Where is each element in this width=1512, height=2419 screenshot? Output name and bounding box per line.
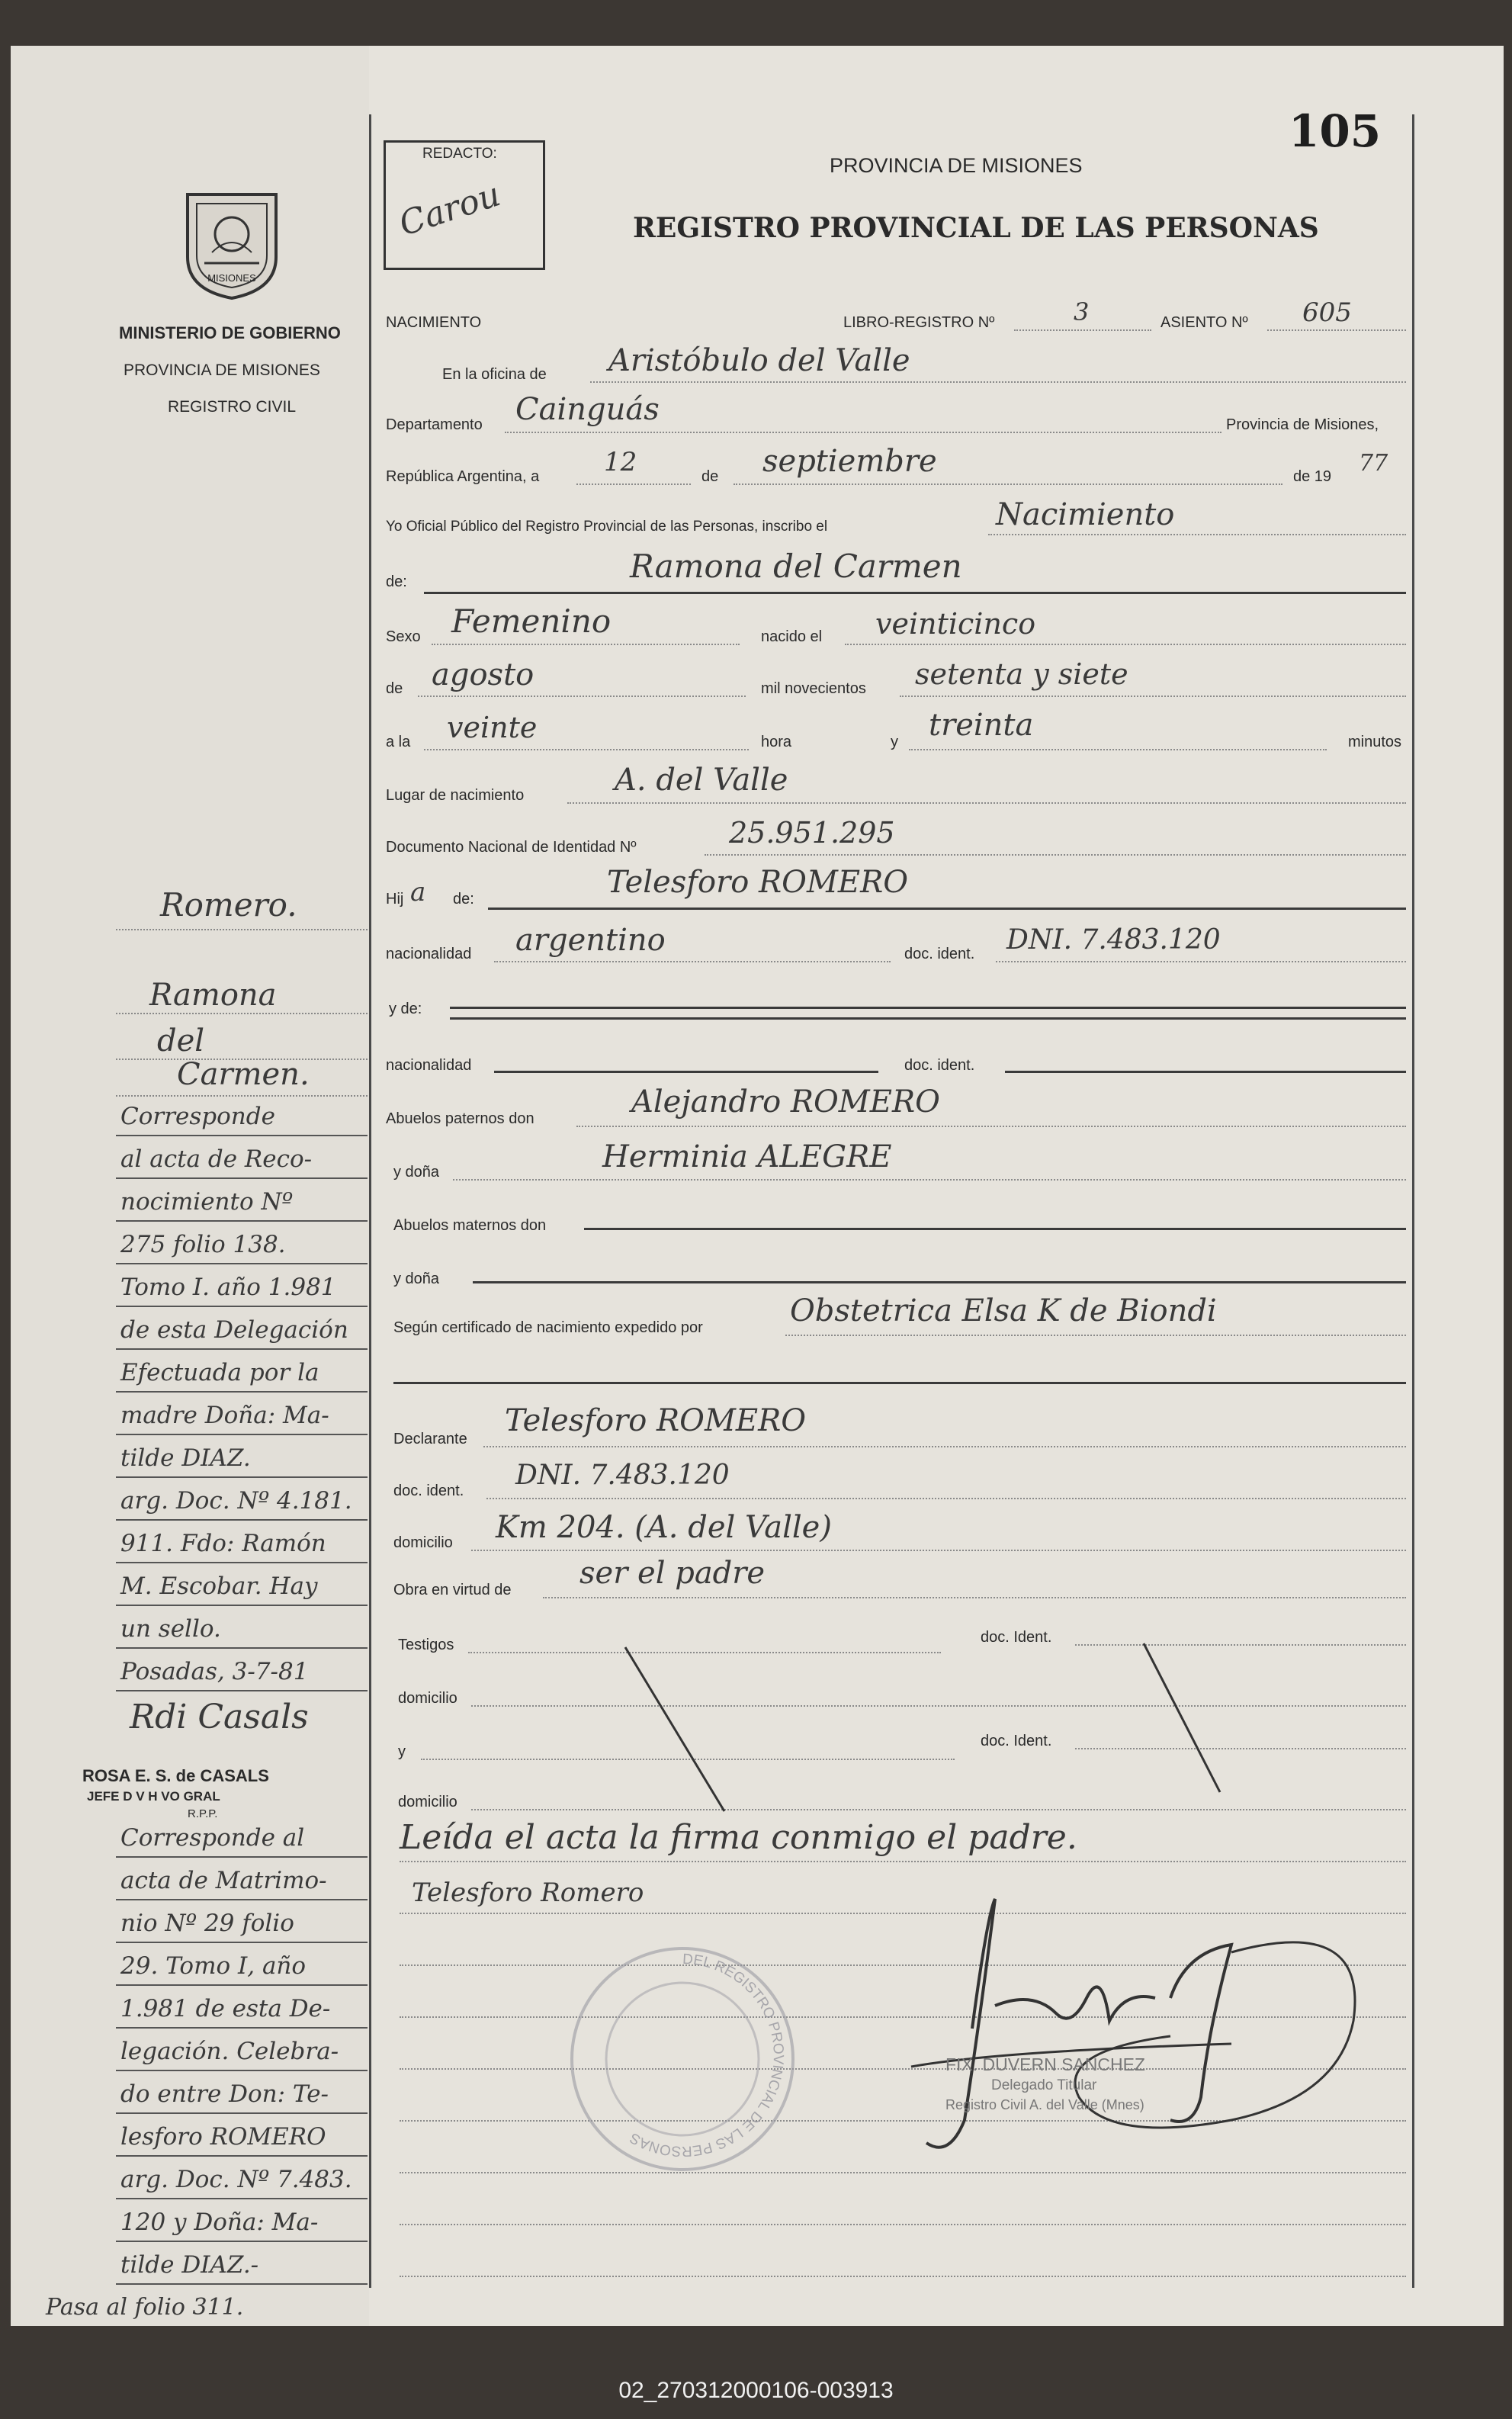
official-stamp-name: FIX. DUVERN SANCHEZ	[945, 2054, 1145, 2074]
margin-note-line: Posadas, 3-7-81	[120, 1658, 309, 1685]
abuelos-pat-label: Abuelos paternos don	[386, 1110, 534, 1127]
oficial-label: Yo Oficial Público del Registro Provincial de las Personas, inscribo el	[386, 519, 828, 535]
left-registry: REGISTRO CIVIL	[168, 398, 297, 416]
dni-label: Documento Nacional de Identidad Nº	[386, 839, 637, 856]
domicilio2-label: domicilio	[398, 1690, 457, 1707]
nacido-label: nacido el	[761, 628, 823, 645]
declarante-label: Declarante	[393, 1431, 467, 1447]
margin-note2-line: lesforo ROMERO	[120, 2123, 326, 2151]
hijo-label-post: de:	[453, 891, 474, 908]
nacimiento-label: NACIMIENTO	[386, 314, 482, 331]
margin-note-line: Corresponde	[120, 1103, 275, 1130]
docident3-label: doc. ident.	[393, 1483, 464, 1499]
libro-value: 3	[1074, 297, 1090, 326]
margin-note-line: un sello.	[120, 1615, 221, 1643]
margin-note2-line: nio Nº 29 folio	[120, 1910, 294, 1937]
de-label2: de	[386, 680, 403, 697]
docident-value: DNI. 7.483.120	[1006, 924, 1221, 956]
certificado-value: Obstetrica Elsa K de Biondi	[790, 1293, 1217, 1328]
abuelo-pat-value: Alejandro ROMERO	[631, 1084, 940, 1120]
nacionalidad-value: argentino	[515, 923, 666, 958]
nacionalidad-label: nacionalidad	[386, 946, 472, 962]
margin-nombre-3: Carmen.	[177, 1057, 310, 1092]
abuela-pat-value: Herminia ALEGRE	[602, 1139, 892, 1174]
lugar-value: A. del Valle	[615, 763, 788, 798]
margin-note2-line: acta de Matrimo-	[120, 1867, 327, 1894]
nacionalidad2-label: nacionalidad	[386, 1057, 472, 1074]
margin-note-line: nocimiento Nº	[120, 1188, 294, 1216]
y-label: y	[891, 734, 898, 750]
margin-note2-line: arg. Doc. Nº 7.483.	[120, 2166, 352, 2193]
margin-nombre-2: del	[157, 1023, 205, 1059]
official-stamp-title: Delegado Titular	[991, 2077, 1097, 2093]
minutos-value: treinta	[929, 708, 1034, 743]
anio-nac-value: setenta y siete	[915, 657, 1128, 691]
stamp-ring-text: DEL REGISTRO PROVINCIAL DE LAS PERSONAS	[627, 1951, 787, 2160]
asiento-value: 605	[1302, 297, 1352, 328]
margin-note-line: tilde DIAZ.	[120, 1444, 251, 1472]
provincia-suffix: Provincia de Misiones,	[1226, 416, 1379, 433]
sexo-value: Femenino	[451, 602, 612, 640]
domicilio-value: Km 204. (A. del Valle)	[496, 1510, 832, 1545]
footer-image-id: 02_270312000106-003913	[618, 2378, 894, 2403]
redacto-box	[384, 140, 545, 270]
sexo-label: Sexo	[386, 628, 421, 645]
declarante-value: Telesforo ROMERO	[505, 1403, 807, 1438]
libro-label: LIBRO-REGISTRO Nº	[843, 314, 995, 331]
header-registry: REGISTRO PROVINCIAL DE LAS PERSONAS	[633, 212, 1319, 244]
margin-apellido: Romero.	[160, 886, 297, 924]
margin-note-line: 911. Fdo: Ramón	[120, 1530, 326, 1557]
margin-rule	[369, 114, 371, 2288]
republica-label: República Argentina, a	[386, 468, 540, 485]
official-signature	[881, 1868, 1384, 2189]
left-ministry: MINISTERIO DE GOBIERNO	[119, 323, 341, 342]
hora-label: hora	[761, 734, 792, 750]
oficina-value: Aristóbulo del Valle	[608, 343, 910, 378]
margin-note-line: madre Doña: Ma-	[120, 1402, 329, 1429]
registry-round-stamp	[560, 1933, 804, 2185]
domicilio3-label: domicilio	[398, 1794, 457, 1810]
hijo-label-pre: Hij	[386, 891, 404, 908]
nacido-value: veinticinco	[875, 607, 1036, 641]
margin-note-line: Efectuada por la	[120, 1359, 319, 1386]
mes-nac-value: agosto	[432, 657, 534, 692]
closing-text: Leída el acta la firma conmigo el padre.	[400, 1818, 1077, 1857]
docident3-value: DNI. 7.483.120	[515, 1460, 730, 1491]
margin-note2-line: legación. Celebra-	[120, 2038, 339, 2065]
margin-note2-line: 120 y Doña: Ma-	[120, 2209, 319, 2236]
departamento-label: Departamento	[386, 416, 483, 433]
right-rule	[1412, 114, 1414, 2288]
docident2-label: doc. ident.	[904, 1057, 975, 1074]
y2-label: y	[398, 1743, 406, 1760]
ydona-label: y doña	[393, 1164, 440, 1181]
yde-label: y de:	[389, 1001, 422, 1017]
departamento-value: Cainguás	[515, 392, 660, 427]
oficina-label: En la oficina de	[442, 366, 547, 383]
firma-padre: Telesforo Romero	[412, 1878, 644, 1908]
margin-nombre-1: Ramona	[149, 978, 277, 1013]
de19-label: de 19	[1293, 468, 1332, 485]
redacto-signature: Carou	[394, 175, 506, 244]
margin-note-line: Tomo I. año 1.981	[120, 1274, 336, 1301]
minutos-label: minutos	[1348, 734, 1402, 750]
de-label: de	[701, 468, 719, 485]
asiento-label: ASIENTO Nº	[1160, 314, 1248, 331]
obra-value: ser el padre	[579, 1556, 766, 1591]
left-province: PROVINCIA DE MISIONES	[124, 361, 320, 379]
margin-note-line: al acta de Reco-	[120, 1145, 313, 1173]
obra-label: Obra en virtud de	[393, 1582, 512, 1598]
docident-label: doc. ident.	[904, 946, 975, 962]
margin-stamp-line1: ROSA E. S. de CASALS	[82, 1766, 269, 1785]
official-stamp-place: Registro Civil A. del Valle (Mnes)	[945, 2097, 1144, 2112]
margin-pasa: Pasa al folio 311.	[46, 2294, 244, 2321]
padre-value: Telesforo ROMERO	[607, 865, 909, 900]
hora-value: veinte	[447, 711, 538, 744]
margin-note2-line: 29. Tomo I, año	[120, 1952, 307, 1980]
docident5-label: doc. Ident.	[981, 1733, 1052, 1749]
page-number: 105	[1289, 105, 1382, 157]
hijo-suffix: a	[410, 877, 426, 908]
province-seal-icon	[181, 187, 282, 301]
inscribo-value: Nacimiento	[996, 497, 1175, 532]
de-colon-label: de:	[386, 573, 407, 590]
certificado-label: Según certificado de nacimiento expedido por	[393, 1319, 703, 1336]
mil-label: mil novecientos	[761, 680, 866, 697]
domicilio-label: domicilio	[393, 1534, 453, 1551]
margin-note2-line: 1.981 de esta De-	[120, 1995, 331, 2022]
margin-note-line: arg. Doc. Nº 4.181.	[120, 1487, 352, 1515]
nombre-value: Ramona del Carmen	[630, 548, 962, 585]
margin-note-line: de esta Delegación	[120, 1316, 348, 1344]
redacto-label: REDACTO:	[422, 146, 497, 162]
header-province: PROVINCIA DE MISIONES	[830, 154, 1083, 177]
margin-stamp-line2: JEFE D V H VO GRAL	[87, 1789, 220, 1804]
testigos-label: Testigos	[398, 1637, 454, 1653]
margin-note2-line: Corresponde al	[120, 1824, 305, 1852]
margin-stamp-line3: R.P.P.	[188, 1807, 218, 1820]
seal-text: MISIONES	[207, 272, 256, 284]
mes-value: septiembre	[762, 444, 937, 479]
margin-signature: Rdi Casals	[130, 1698, 309, 1736]
docident4-label: doc. Ident.	[981, 1629, 1052, 1646]
testigos-strike-lines	[602, 1640, 1258, 1815]
ala-label: a la	[386, 734, 411, 750]
margin-note-line: 275 folio 138.	[120, 1231, 286, 1258]
dni-value: 25.951.295	[729, 816, 895, 850]
abuelos-mat-label: Abuelos maternos don	[393, 1217, 547, 1234]
lugar-label: Lugar de nacimiento	[386, 787, 525, 804]
dia-value: 12	[604, 447, 637, 477]
margin-note-line: M. Escobar. Hay	[120, 1573, 318, 1600]
margin-note2-line: tilde DIAZ.-	[120, 2251, 259, 2279]
ydona2-label: y doña	[393, 1271, 440, 1287]
margin-note2-line: do entre Don: Te-	[120, 2080, 329, 2108]
anio-value: 77	[1359, 450, 1388, 477]
